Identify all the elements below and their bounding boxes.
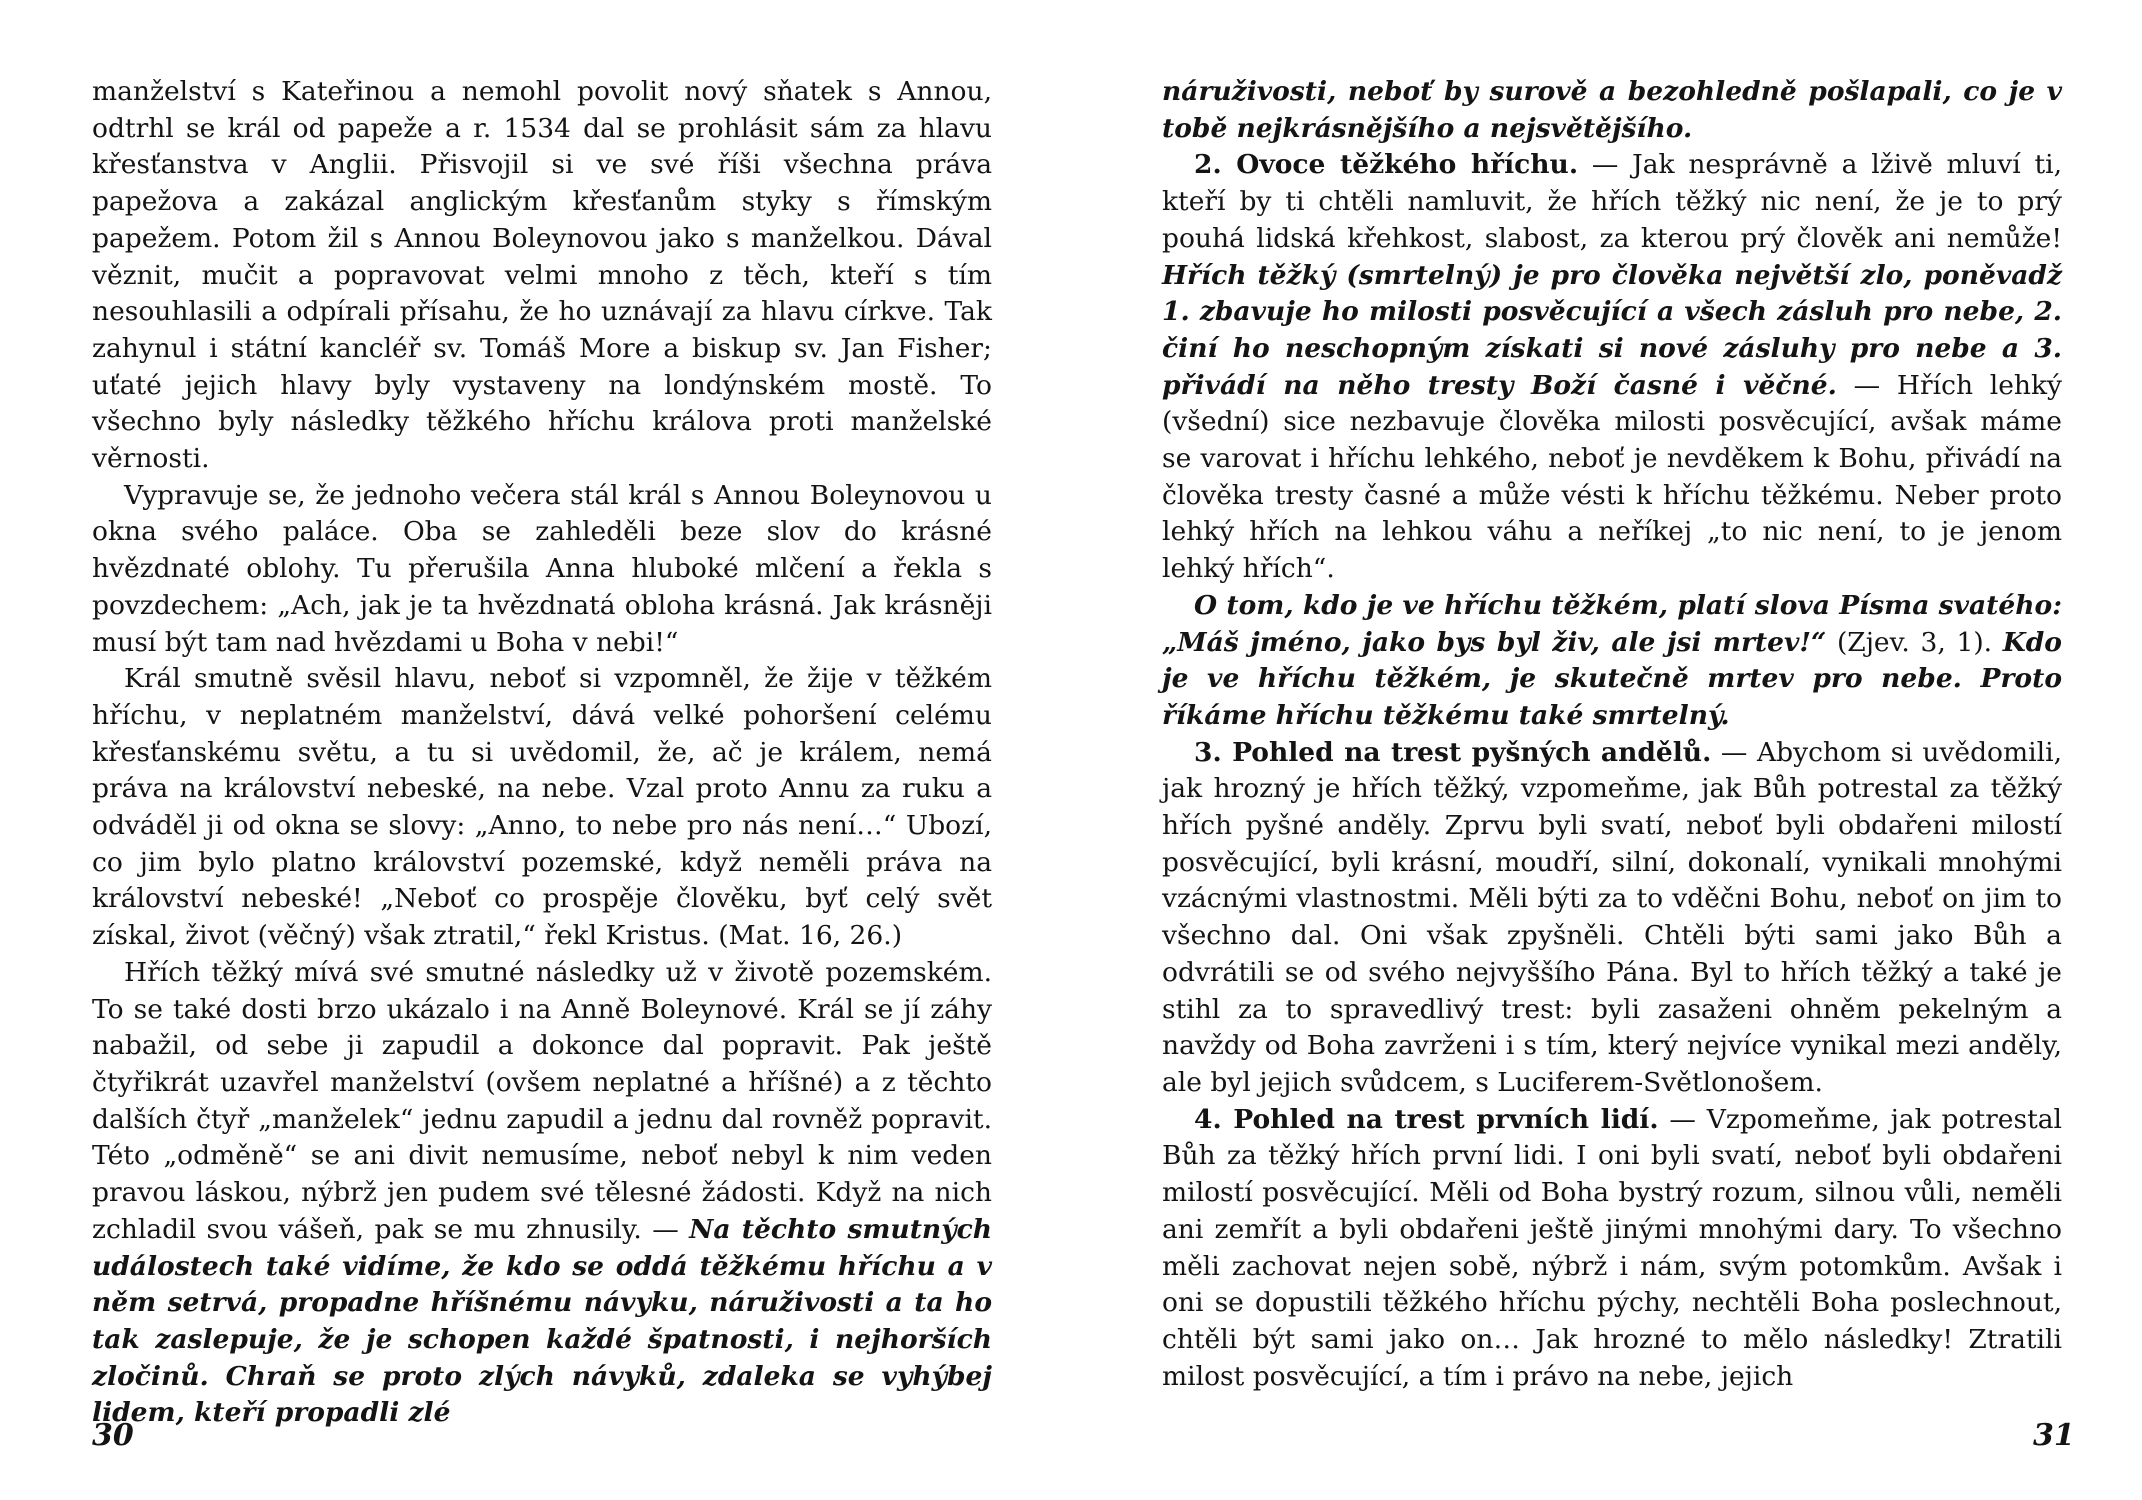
section-2 bbox=[1162, 147, 2062, 587]
section-3-heading: 3. Pohled na trest pyšných andělů. bbox=[1194, 736, 1712, 768]
page-number-left: 30 bbox=[92, 1418, 134, 1453]
paragraph-3: Král smutně svěsil hlavu, neboť si vzpomněl, že žije v těžkém hříchu, v neplatném manželství, dává velké pohoršení celému křesťanskému světu, a tu si uvědomil, že, ač je králem, nemá práva na království nebeské, na nebe. Vzal proto Annu za ruku a odváděl ji od okna se slovy: „Anno, to nebe pro nás není…“ Ubozí, co jim bylo platno království pozemské, když neměli práva na království nebeské! „Neboť co prospěje člověku, byť celý svět získal, život (věčný) však ztratil,“ řekl Kristus. (Mat. 16, 26.) bbox=[92, 663, 992, 952]
section-2-heading: 2. Ovoce těžkého hříchu. bbox=[1194, 149, 1579, 181]
quote-emphasis-1: O tom, kdo je ve hříchu těžkém, platí slova Písma svatého: „Máš jméno, jako bys byl živ, ale jsi mrtev!“ bbox=[1162, 589, 2062, 658]
right-page bbox=[1162, 74, 2062, 1395]
section-2-emphasis: Hřích těžký (smrtelný) je pro člověka největší zlo, poněvadž 1. zbavuje ho milosti posvěcující a všech zásluh pro nebe, 2. činí ho neschopným získati si nové zásluhy pro nebe a 3. přivádí na něho tresty Boží časné i věčné. bbox=[1162, 259, 2062, 401]
section-2-text: — Jak nesprávně a lživě mluví ti, kteří by ti chtěli namluvit, že hřích těžký nic není, že je to prý pouhá lidská křehkost, slabost, za kterou prý člověk ani nemůže! bbox=[1162, 149, 2062, 254]
quote-reference: (Zjev. 3, 1). bbox=[1826, 626, 2003, 658]
quote-emphasis-2: Kdo je ve hříchu těžkém, je skutečně mrtev pro nebe. Proto říkáme hříchu těžkému také smrtelný. bbox=[1162, 626, 2062, 731]
paragraph-4-emphasis: Na těchto smutných událostech také vidíme, že kdo se oddá těžkému hříchu a v něm setrvá, propadne hříšnému návyku, náruživosti a ta ho tak zaslepuje, že je schopen každé špatnosti, i nejhorších zločinů. Chraň se proto zlých návyků, zdaleka se vyhýbej lidem, kteří propadli zlé bbox=[92, 1213, 992, 1429]
section-2-text-2: — Hřích lehký (všední) sice nezbavuje člověka milosti posvěcující, avšak máme se varovat i hříchu lehkého, neboť je nevděkem k Bohu, přivádí na člověka tresty časné a může vésti k hříchu těžkému. Neber proto lehký hřích na lehkou váhu a neříkej „to nic není, to je jenom lehký hřích“. bbox=[1162, 369, 2062, 585]
left-page bbox=[92, 74, 992, 1432]
paragraph-1: manželství s Kateřinou a nemohl povolit nový sňatek s Annou, odtrhl se král od papeže a r. 1534 dal se prohlásit sám za hlavu křesťanstva v Anglii. Přisvojil si ve své říši všechna práva papežova a zakázal anglickým křesťanům styky s římským papežem. Potom žil s Annou Boleynovou jako s manželkou. Dával věznit, mučit a popravovat velmi mnoho z těch, kteří s tím nesouhlasili a odpírali přísahu, že ho uznávají za hlavu církve. Tak zahynul i státní kancléř sv. Tomáš More a biskup sv. Jan Fisher; uťaté jejich hlavy byly vystaveny na londýnském mostě. To všechno byly následky těžkého hříchu králova proti manželské věrnosti. bbox=[92, 76, 992, 475]
section-4-heading: 4. Pohled na trest prvních lidí. bbox=[1194, 1103, 1659, 1135]
paragraph-continuation: náruživosti, neboť by surově a bezohledně pošlapali, co je v tobě nejkrásnějšího a nejsvětějšího. bbox=[1162, 76, 2062, 144]
scripture-quote-paragraph bbox=[1162, 588, 2062, 735]
section-3 bbox=[1162, 735, 2062, 1102]
page-number-right: 31 bbox=[2033, 1418, 2075, 1453]
section-3-text: — Abychom si uvědomili, jak hrozný je hřích těžký, vzpomeňme, jak Bůh potrestal za těžký hřích pyšné anděly. Zprvu byli svatí, neboť byli obdařeni milostí posvěcující, byli krásní, moudří, silní, dokonalí, vynikali mnohými vzácnými vlastnostmi. Měli býti za to vděčni Bohu, neboť on jim to všechno dal. Oni však zpyšněli. Chtěli býti sami jako Bůh a odvrátili se od svého nejvyššího Pána. Byl to hřích těžký a také je stihl za to spravedlivý trest: byli zasaženi ohněm pekelným a navždy od Boha zavrženi i s tím, který nejvíce vynikal mezi anděly, ale byl jejich svůdcem, s Luciferem-Světlonošem. bbox=[1162, 736, 2062, 1098]
section-4 bbox=[1162, 1102, 2062, 1396]
section-4-text: — Vzpomeňme, jak potrestal Bůh za těžký hřích první lidi. I oni byli svatí, neboť byli obdařeni milostí posvěcující. Měli od Boha bystrý rozum, silnou vůli, neměli ani zemřít a byli obdařeni ještě jinými mnohými dary. To všechno měli zachovat nejen sobě, nýbrž i nám, svým potomkům. Avšak i oni se dopustili těžkého hříchu pýchy, nechtěli Boha poslechnout, chtěli být sami jako on… Jak hrozné to mělo následky! Ztratili milost posvěcující, a tím i právo na nebe, jejich bbox=[1162, 1103, 2062, 1392]
paragraph-4-text: Hřích těžký mívá své smutné následky už v životě pozemském. To se také dosti brzo ukázalo i na Anně Boleynové. Král se jí záhy nabažil, od sebe ji zapudil a dokonce dal popravit. Pak ještě čtyřikrát uzavřel manželství (ovšem neplatné a hříšné) a z těchto dalších čtyř „manželek“ jednu zapudil a jednu dal rovněž popravit. Této „odměně“ se ani divit nemusíme, neboť nebyl k nim veden pravou láskou, nýbrž jen pudem své tělesné žádosti. Když na nich zchladil svou vášeň, pak se mu zhnusily. — bbox=[92, 956, 992, 1245]
paragraph-2: Vypravuje se, že jednoho večera stál král s Annou Boleynovou u okna svého paláce. Oba se zahleděli beze slov do krásné hvězdnaté oblohy. Tu přerušila Anna hluboké mlčení a řekla s povzdechem: „Ach, jak je ta hvězdnatá obloha krásná. Jak krásněji musí být tam nad hvězdami u Boha v nebi!“ bbox=[92, 479, 992, 658]
paragraph-4 bbox=[92, 955, 992, 1432]
